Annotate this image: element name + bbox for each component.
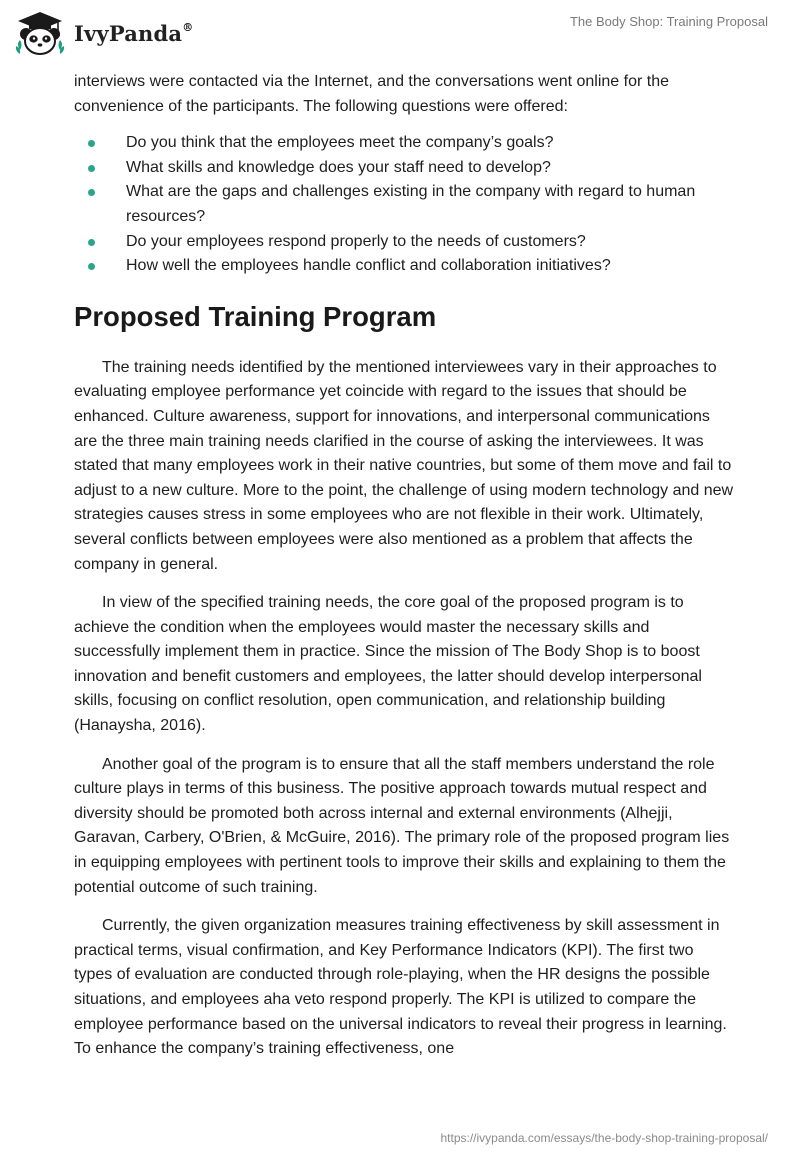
bullet-icon — [88, 239, 95, 246]
body-paragraph: Currently, the given organization measures training effectiveness by skill assessment in practical terms, visual confirmation, and Key Performance Indicators (KPI). The first two types of evaluation are conducted through role-playing, when the HR designs the possible situations, and employees aha veto respond properly. The KPI is utilized to compare the employee performance based on the universal indicators to reveal their progress in learning. To enhance the company’s training effectiveness, one — [74, 917, 727, 1058]
bullet-icon — [88, 263, 95, 270]
document-title: The Body Shop: Training Proposal — [569, 14, 768, 29]
body-paragraph: Another goal of the program is to ensure that all the staff members understand the role culture plays in terms of this business. The positive approach towards mutual respect and diversity should be promoted both across internal and external environments (Alhejji, Garavan, Carbery, O'Brien, & McGuire, 2016). The primary role of the proposed program lies in equipping employees with pertinent tools to improve their skills and explaining to them the potential outcome of such training. — [74, 755, 730, 896]
logo-text: IvyPanda® — [74, 20, 194, 46]
list-item: Do you think that the employees meet the company’s goals? — [74, 131, 734, 156]
ivypanda-logo[interactable] — [14, 10, 193, 56]
bullet-icon — [88, 165, 95, 172]
body-paragraph: The training needs identified by the mentioned interviewees vary in their approaches to evaluating employee performance yet coincide with regard to the issues that should be enhanced. Culture awareness, support for innovations, and interpersonal communications are the three main training needs clarified in the course of asking the interviewees. It was stated that many employees work in their native countries, but some of them move and fail to adjust to a new culture. More to the point, the challenge of using modern technology and new strategies causes stress in some employees who are not flexible in their work. Ultimately, several conflicts between employees were also mentioned as a problem that affects the company in general. — [74, 358, 734, 573]
list-item: How well the employees handle conflict and collaboration initiatives? — [74, 254, 734, 279]
bullet-icon — [88, 189, 95, 196]
source-url[interactable]: https://ivypanda.com/essays/the-body-shop-training-proposal/ — [440, 1131, 768, 1145]
list-item: What skills and knowledge does your staff need to develop? — [74, 156, 734, 181]
bullet-icon — [88, 140, 95, 147]
section-heading: Proposed Training Program — [74, 300, 437, 332]
question-list — [74, 131, 734, 279]
page-header — [0, 0, 800, 66]
intro-paragraph: interviews were contacted via the Internet, and the conversations went online for the convenience of the participants. The following questions were offered: — [74, 73, 670, 115]
list-item: Do your employees respond properly to the needs of customers? — [74, 230, 734, 255]
list-item: What are the gaps and challenges existing in the company with regard to human resources? — [74, 180, 734, 229]
article-body — [74, 70, 734, 1062]
body-paragraph: In view of the specified training needs, the core goal of the proposed program is to achieve the condition when the employees would master the necessary skills and successfully implement them in practice. Since the mission of The Body Shop is to boost innovation and benefit customers and employees, the latter should develop interpersonal skills, focusing on conflict resolution, open communication, and relationship building (Hanaysha, 2016). — [74, 594, 702, 735]
panda-graduate-icon — [14, 10, 66, 56]
